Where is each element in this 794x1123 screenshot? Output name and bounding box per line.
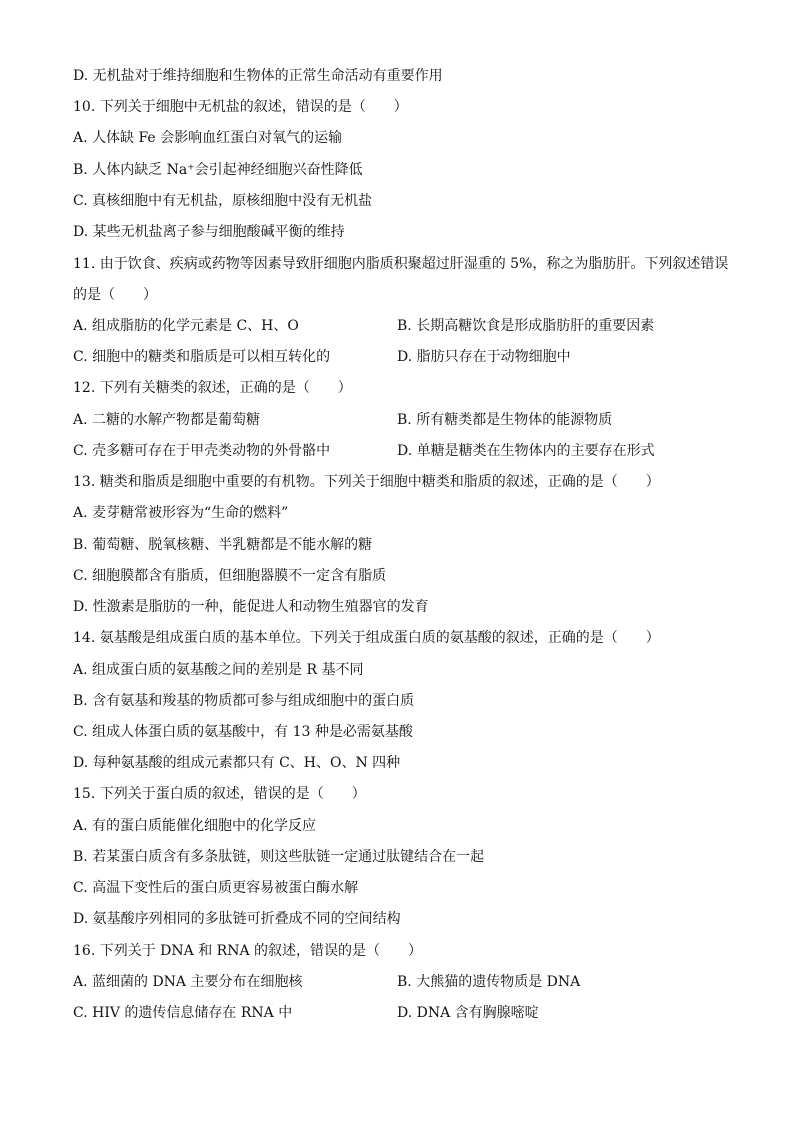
q13-option-a: A. 麦芽糖常被形容为“生命的燃料” [73,505,289,521]
q11-stem-line2: 的是（ ） [73,287,157,303]
q9-option-d: D. 无机盐对于维持细胞和生物体的正常生命活动有重要作用 [73,68,443,84]
q12-stem: 12. 下列有关糖类的叙述，正确的是（ ） [73,380,352,396]
q15-option-b: B. 若某蛋白质含有多条肽链，则这些肽链一定通过肽键结合在一起 [73,849,485,865]
q10-option-a: A. 人体缺 Fe 会影响血红蛋白对氧气的运输 [73,130,343,146]
q16-option-c: C. HIV 的遗传信息储存在 RNA 中 [73,1005,293,1021]
q11-option-b: B. 长期高糖饮食是形成脂肪肝的重要因素 [397,318,655,334]
q14-option-a: A. 组成蛋白质的氨基酸之间的差别是 R 基不同 [73,662,364,678]
q16-option-b: B. 大熊猫的遗传物质是 DNA [397,974,581,990]
q15-option-a: A. 有的蛋白质能催化细胞中的化学反应 [73,818,317,834]
q15-option-c: C. 高温下变性后的蛋白质更容易被蛋白酶水解 [73,880,359,896]
q11-stem-line1: 11. 由于饮食、疾病或药物等因素导致肝细胞内脂质积聚超过肝湿重的 5%，称之为脂肪肝。下列叙述错误 [73,256,729,272]
q16-option-a: A. 蓝细菌的 DNA 主要分布在细胞核 [73,974,303,990]
q11-option-c: C. 细胞中的糖类和脂质是可以相互转化的 [73,349,331,365]
q14-option-b: B. 含有氨基和羧基的物质都可参与组成细胞中的蛋白质 [73,693,415,709]
q15-option-d: D. 氨基酸序列相同的多肽链可折叠成不同的空间结构 [73,911,401,927]
q13-option-d: D. 性激素是脂肪的一种，能促进人和动物生殖器官的发育 [73,599,429,615]
q14-option-c: C. 组成人体蛋白质的氨基酸中，有 13 种是必需氨基酸 [73,724,413,740]
q13-stem: 13. 糖类和脂质是细胞中重要的有机物。下列关于细胞中糖类和脂质的叙述，正确的是（ ） [73,474,660,490]
q12-option-c: C. 壳多糖可存在于甲壳类动物的外骨骼中 [73,443,331,459]
q14-option-d: D. 每种氨基酸的组成元素都只有 C、H、O、N 四种 [73,755,401,771]
q10-stem: 10. 下列关于细胞中无机盐的叙述，错误的是（ ） [73,99,408,115]
q10-option-b: B. 人体内缺乏 Na⁺会引起神经细胞兴奋性降低 [73,162,363,178]
q16-option-d: D. DNA 含有胸腺嘧啶 [397,1005,539,1021]
q16-stem: 16. 下列关于 DNA 和 RNA 的叙述，错误的是（ ） [73,943,423,959]
q11-option-a: A. 组成脂肪的化学元素是 C、H、O [73,318,299,334]
q14-stem: 14. 氨基酸是组成蛋白质的基本单位。下列关于组成蛋白质的氨基酸的叙述，正确的是（ ） [73,630,660,646]
q10-option-c: C. 真核细胞中有无机盐，原核细胞中没有无机盐 [73,193,373,209]
q12-option-b: B. 所有糖类都是生物体的能源物质 [397,412,613,428]
q12-option-a: A. 二糖的水解产物都是葡萄糖 [73,412,261,428]
q10-option-d: D. 某些无机盐离子参与细胞酸碱平衡的维持 [73,224,345,240]
q12-option-d: D. 单糖是糖类在生物体内的主要存在形式 [397,443,655,459]
q11-option-d: D. 脂肪只存在于动物细胞中 [397,349,571,365]
q13-option-c: C. 细胞膜都含有脂质，但细胞器膜不一定含有脂质 [73,568,387,584]
q13-option-b: B. 葡萄糖、脱氧核糖、半乳糖都是不能水解的糖 [73,537,373,553]
q15-stem: 15. 下列关于蛋白质的叙述，错误的是（ ） [73,786,366,802]
